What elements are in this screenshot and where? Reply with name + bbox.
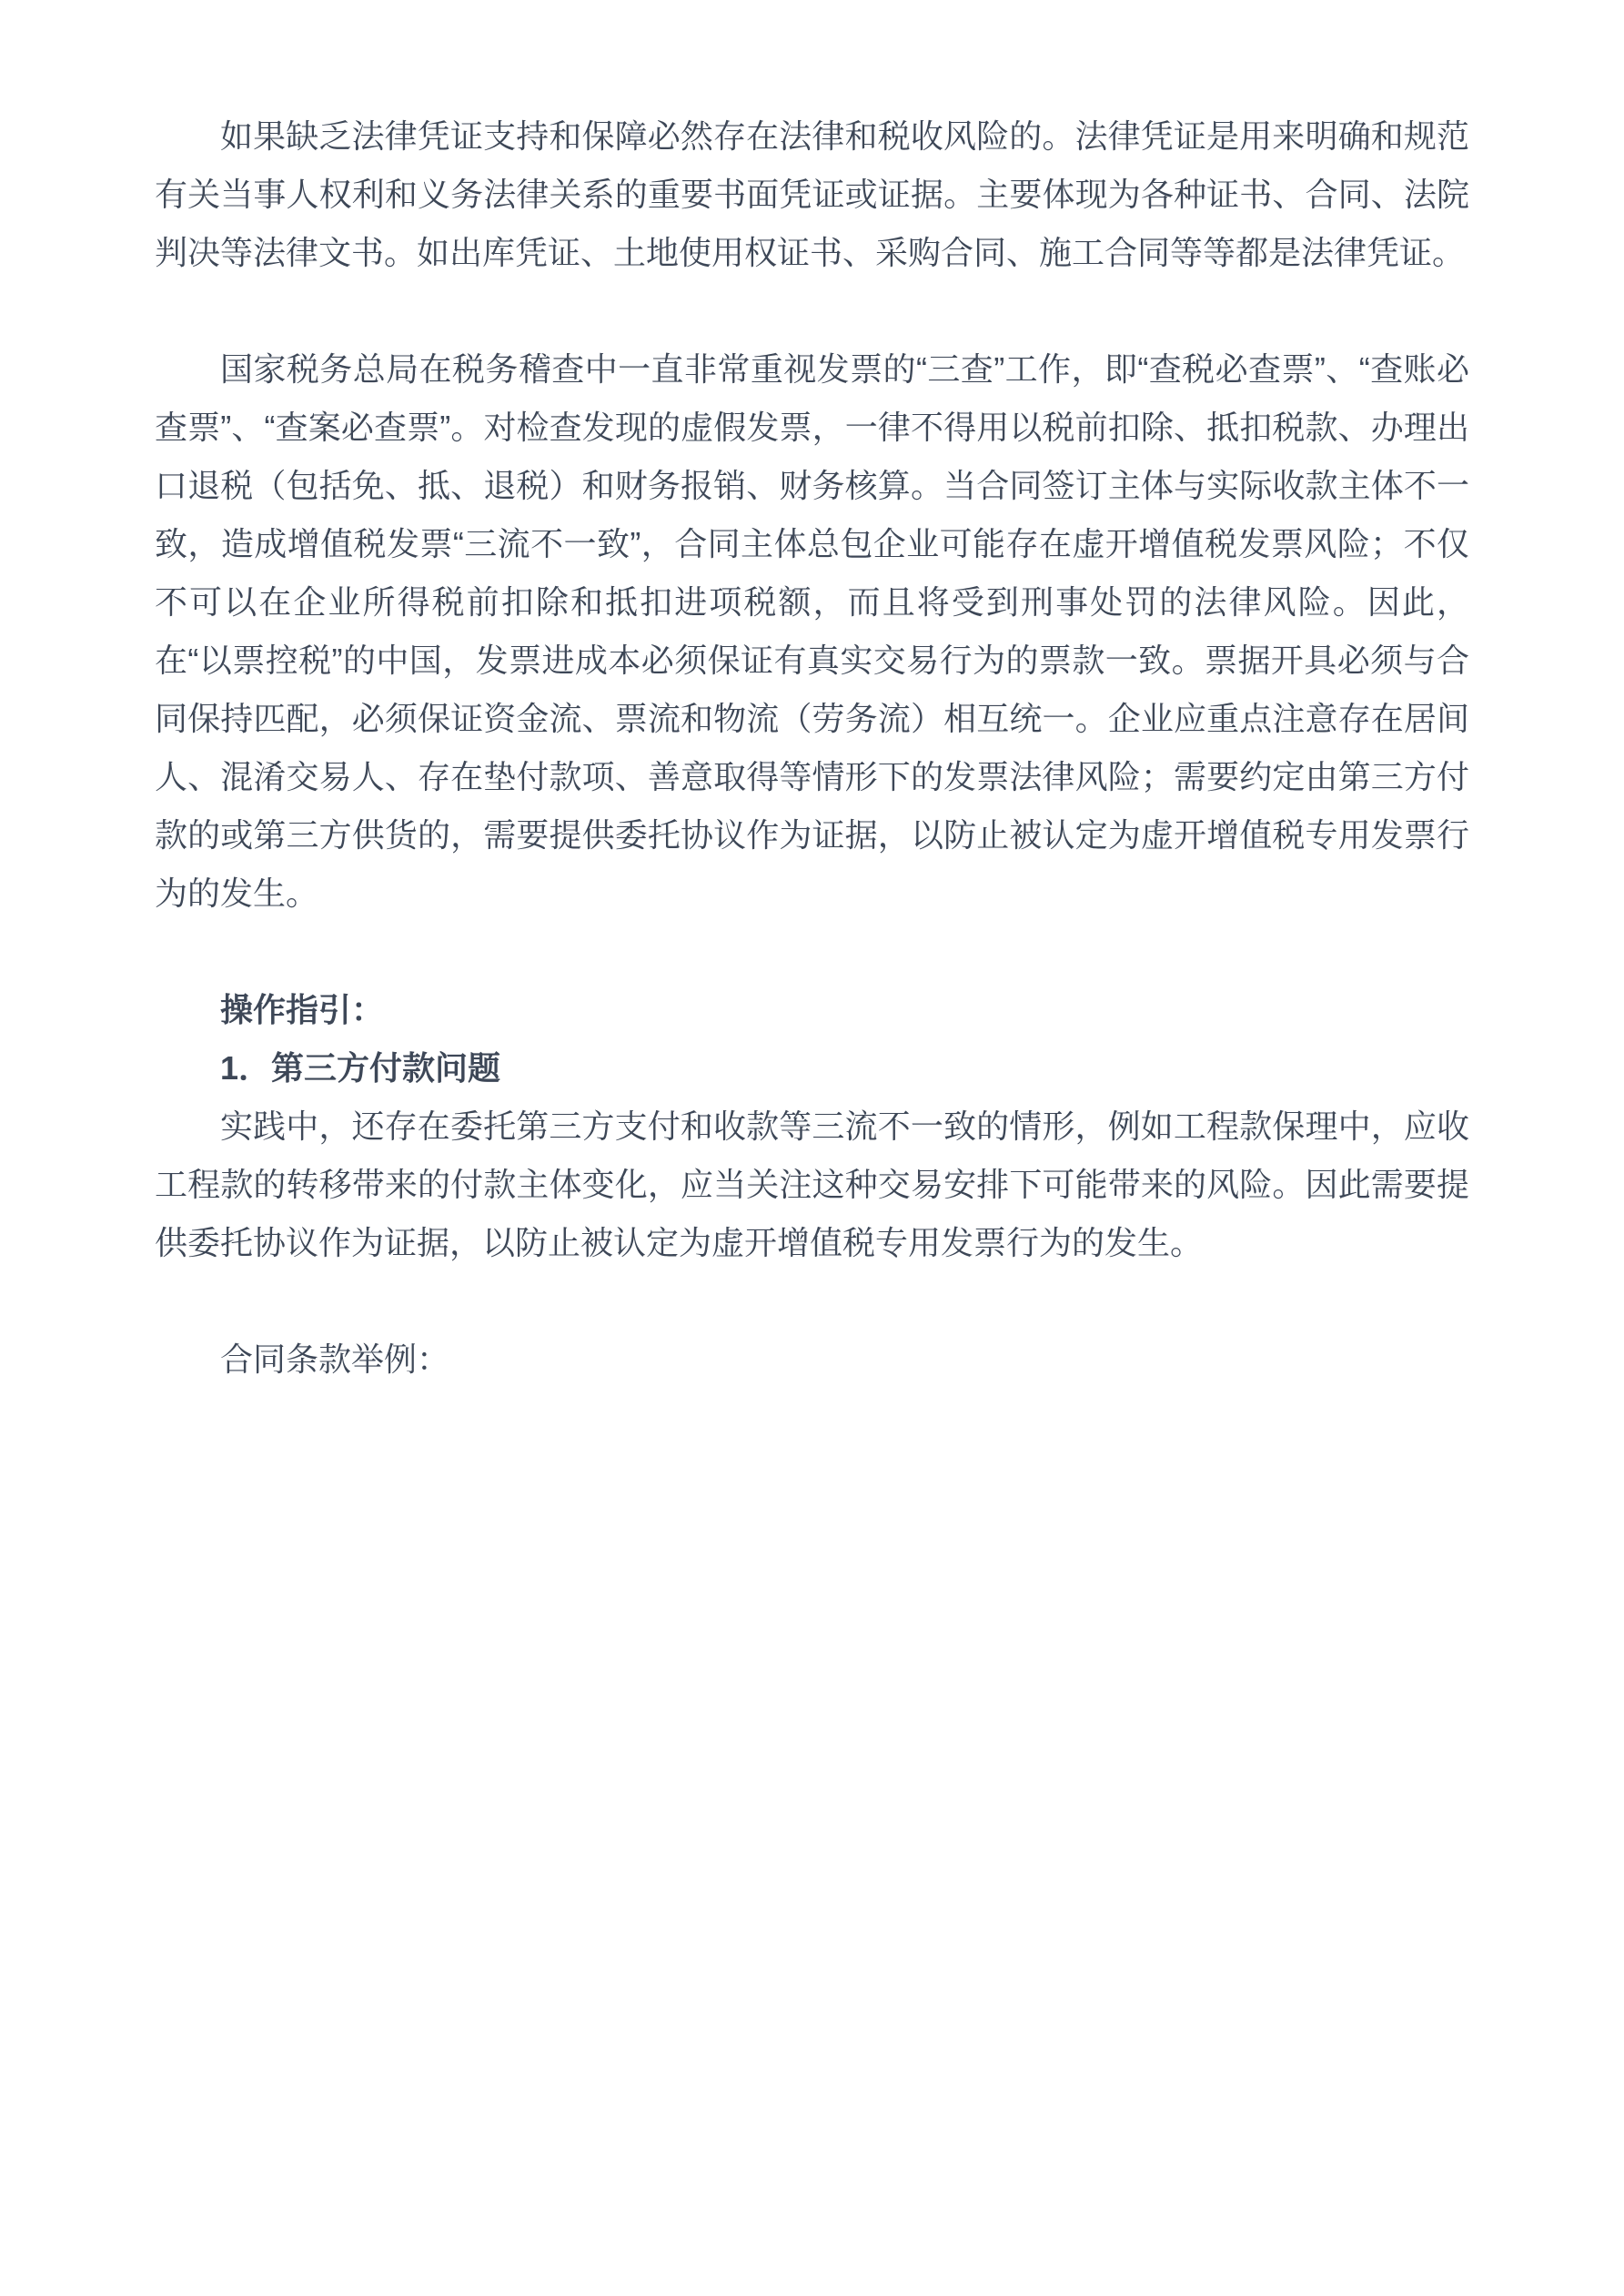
paragraph-tax-inspection: 国家税务总局在税务稽查中一直非常重视发票的“三查”工作，即“查税必查票”、“查账必查票”、“查案必查票”。对检查发现的虚假发票，一律不得用以税前扣除、抵扣税款、办理出口退税（包括免、抵、退税）和财务报销、财务核算。当合同签订主体与实际收款主体不一致，造成增值税发票“三流不一致”，合同主体总包企业可能存在虚开增值税发票风险；不仅不可以在企业所得税前扣除和抵扣进项税额，而且将受到刑事处罚的法律风险。因此，在“以票控税”的中国，发票进成本必须保证有真实交易行为的票款一致。票据开具必须与合同保持匹配，必须保证资金流、票流和物流（劳务流）相互统一。企业应重点注意存在居间人、混淆交易人、存在垫付款项、善意取得等情形下的发票法律风险；需要约定由第三方付款的或第三方供货的，需要提供委托协议作为证据，以防止被认定为虚开增值税专用发票行为的发生。 (155, 350, 1469, 912)
heading-third-party-payment: 1．第三方付款问题 (220, 1049, 501, 1087)
paragraph-contract-clause-example: 合同条款举例： (220, 1340, 450, 1378)
heading-operation-guide: 操作指引： (220, 991, 385, 1028)
paragraph-practice-note: 实践中，还存在委托第三方支付和收款等三流不一致的情形，例如工程款保理中，应收工程款的转移带来的付款主体变化，应当关注这种交易安排下可能带来的风险。因此需要提供委托协议作为证据，以防止被认定为虚开增值税专用发票行为的发生。 (155, 1108, 1469, 1261)
paragraph-legal-voucher: 如果缺乏法律凭证支持和保障必然存在法律和税收风险的。法律凭证是用来明确和规范有关当事人权利和义务法律关系的重要书面凭证或证据。主要体现为各种证书、合同、法院判决等法律文书。如出库凭证、土地使用权证书、采购合同、施工合同等等都是法律凭证。 (155, 117, 1469, 271)
